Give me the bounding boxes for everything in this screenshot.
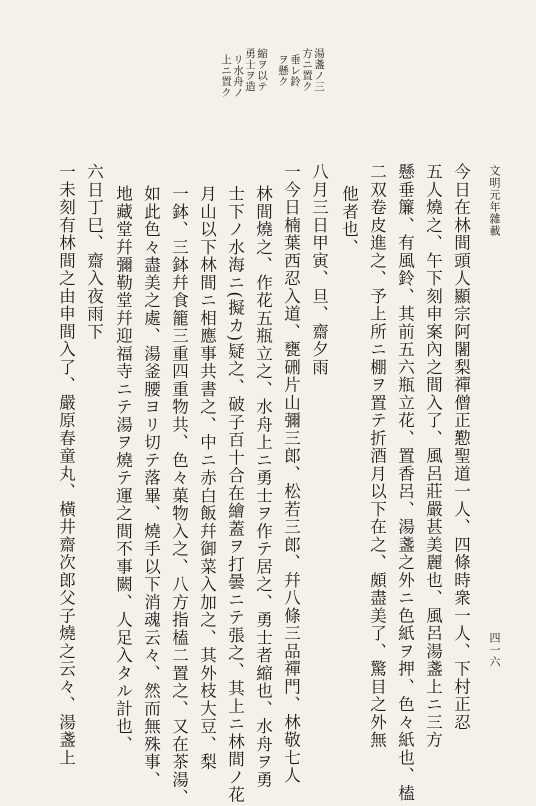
margin-note: 縮ヲ以テ	[256, 48, 268, 92]
text-line: 士下ノ水海ニ(擬カ)疑之、破子百十合在繪蓋ヲ打曇ニテ張之、其上ニ林間ノ花	[225, 185, 245, 804]
margin-note: 上ニ置ク	[220, 54, 232, 98]
text-line: 五人燒之、午下刻申案內之間入了、風呂莊嚴甚美麗也、風呂湯盞上ニ三方	[423, 163, 443, 749]
margin-note: リ水舟ノ	[232, 54, 244, 98]
text-line: 今日在林間頭人顯宗阿闍梨禪僧正懃聖道一人、四條時衆一人、下村正忍	[451, 163, 471, 731]
text-line: 懸垂簾、有風鈴、其前五六瓶立花、置香呂、湯盞之外ニ色紙ヲ押、色々紙也、榼	[395, 163, 415, 802]
text-line: 八月三日甲寅、旦、齋夕雨	[309, 163, 329, 376]
running-head: 文明元年雜載	[488, 165, 501, 237]
margin-note: 垂レ鈴	[289, 54, 301, 87]
text-line: 地藏堂幷彌勒堂幷迎福寺ニテ湯ヲ燒テ運之間不事闕、人足入タル計也、	[113, 185, 133, 753]
text-line: 月山以下林間ニ相應事共書之、中ニ赤白飯幷御菜入加之、其外枝大豆、梨	[197, 185, 217, 771]
text-line: 如此色々盡美之處、湯釜腰ヨリ切テ落畢、燒手以下消魂云々、然而無殊事、	[141, 185, 161, 789]
margin-note: 湯盞ノ三	[313, 48, 325, 92]
text-line: 他者也、	[339, 185, 359, 256]
text-line: 一鉢、三鉢幷食籠三重四重物共、色々菓物入之、八方指榼二置之、又在茶湯、	[169, 185, 189, 806]
text-line: 林間燒之、作花五瓶立之、水舟上ニ勇士ヲ作テ居之、勇士者縮也、水舟ヲ勇	[253, 185, 273, 789]
text-line: 一今日楠葉西忍入道、甕硎片山彌三郎、松若三郎、幷八條三品禪門、林敬七人	[281, 163, 301, 785]
text-line: 一未刻有林間之由申間入了、嚴原春童丸、橫井齋次郎父子燒之云々、湯盞上	[56, 163, 76, 767]
page-number: 四一六	[488, 632, 501, 668]
margin-note: ヲ懸ク	[277, 54, 289, 87]
margin-note: 方ニ置ク	[301, 48, 313, 92]
text-line: 二双卷皮進之、予上所ニ棚ヲ置テ折酒月以下在之、頗盡美了、驚目之外無	[367, 163, 387, 749]
margin-note: 勇士ヲ造	[244, 48, 256, 92]
text-line: 六日丁巳、齋入夜雨下	[84, 163, 104, 341]
